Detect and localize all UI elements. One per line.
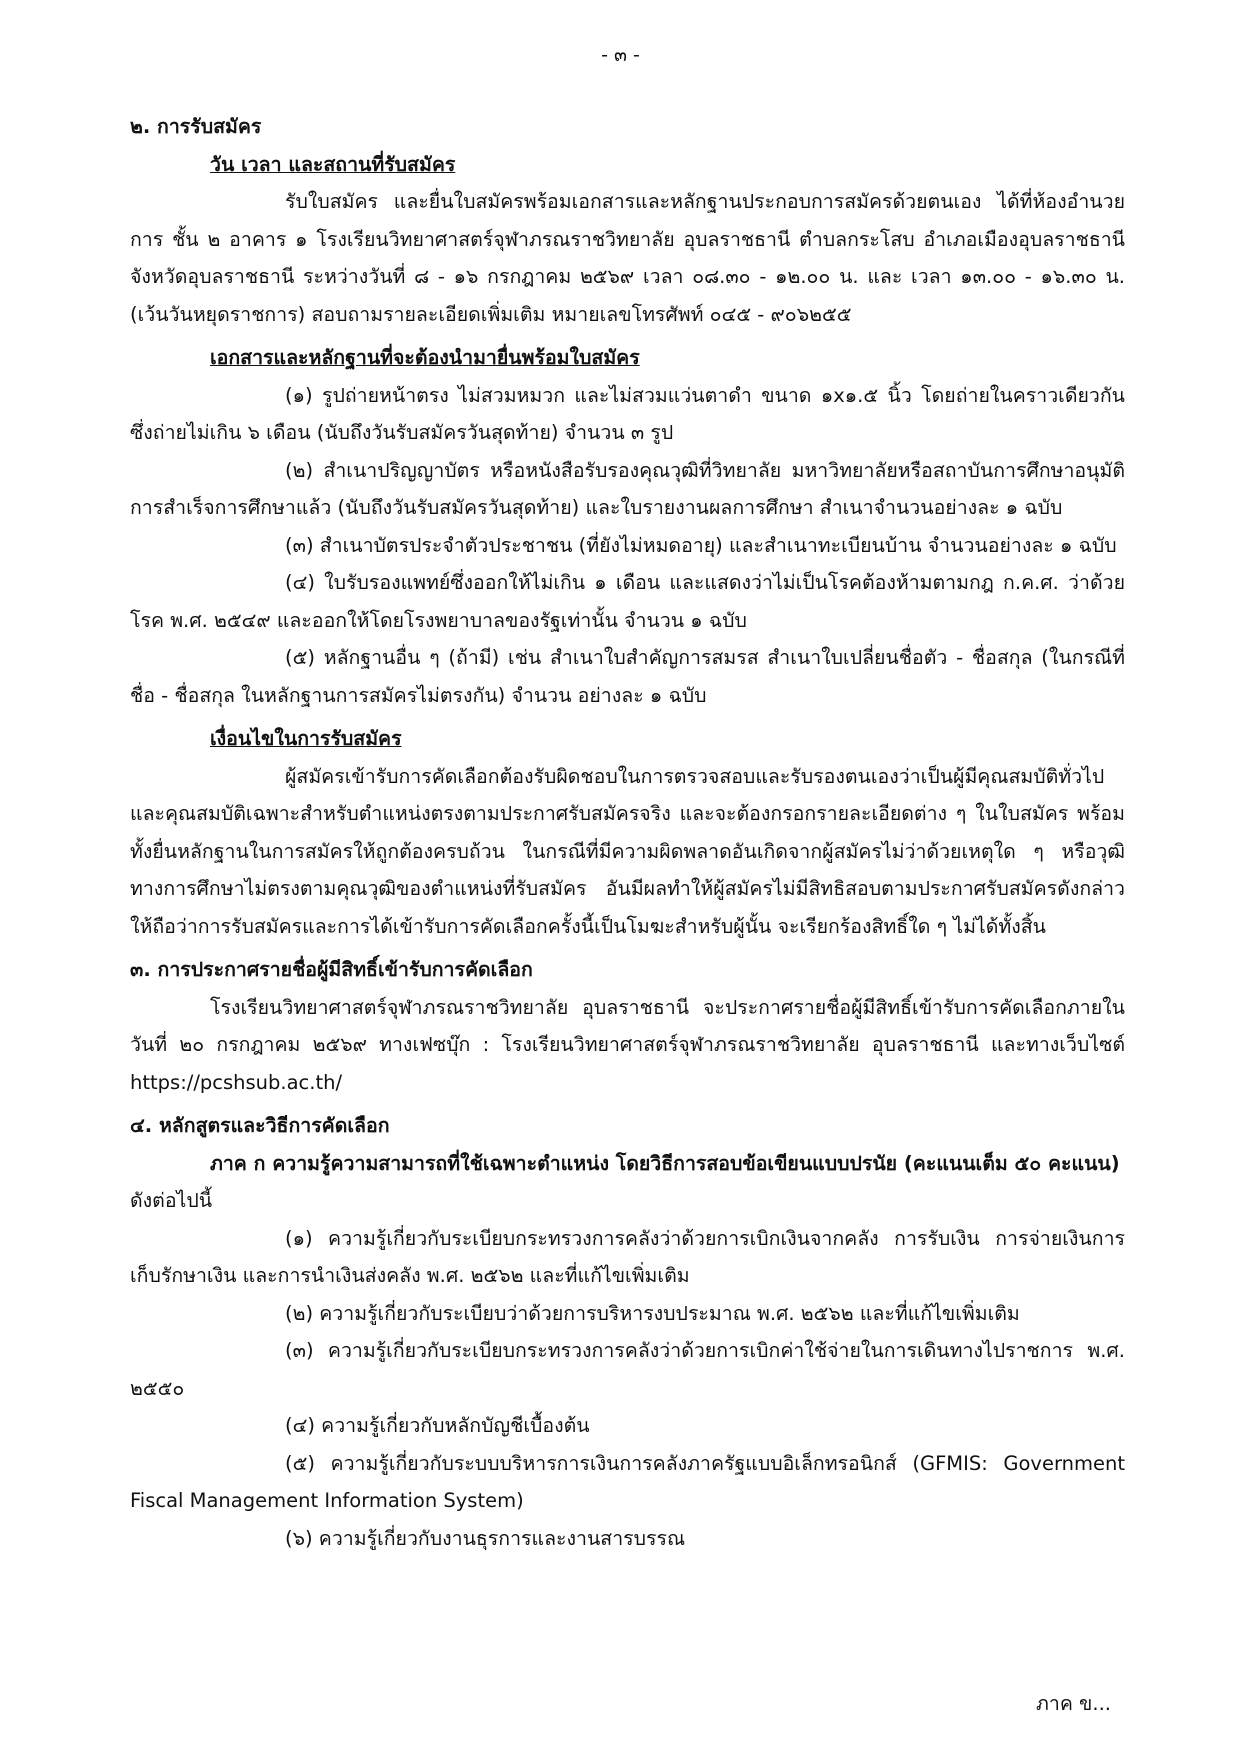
section-4-heading: ๔. หลักสูตรและวิธีการคัดเลือก [130, 1114, 390, 1137]
next-page-indicator: ภาค ข... [1036, 1692, 1111, 1715]
part-a-item: (๓) ความรู้เกี่ยวกับระเบียบกระทรวงการคลังว่าด้วยการเบิกค่าใช้จ่ายในการเดินทางไปราชการ พ.ศ. ๒๕๕๐ [130, 1339, 1125, 1400]
document-item: (๑) รูปถ่ายหน้าตรง ไม่สวมหมวก และไม่สวมแว่นตาดำ ขนาด ๑x๑.๕ นิ้ว โดยถ่ายในคราวเดียวกัน ซึ่งถ่ายไม่เกิน ๖ เดือน (นับถึงวันรับสมัครวันสุดท้าย) จำนวน ๓ รูป [130, 383, 1125, 444]
part-a-item: (๔) ความรู้เกี่ยวกับหลักบัญชีเบื้องต้น [285, 1414, 590, 1437]
conditions-paragraph: ผู้สมัครเข้ารับการคัดเลือกต้องรับผิดชอบในการตรวจสอบและรับรองตนเองว่าเป็นผู้มีคุณสมบัติทั่วไป และคุณสมบัติเฉพาะสำหรับตำแหน่งตรงตามประกาศรับสมัครจริง และจะต้องกรอกรายละเอียดต่าง ๆ ในใบสมัคร พร้อมทั้งยื่นหลักฐานในการสมัครให้ถูกต้องครบถ้วน ในกรณีที่มีความผิดพลาดอันเกิดจากผู้สมัครไม่ว่าด้วยเหตุใด ๆ หรือวุฒิทางการศึกษาไม่ตรงตามคุณวุฒิของตำแหน่งที่รับสมัคร อันมีผลทำให้ผู้สมัครไม่มีสิทธิสอบตามประกาศรับสมัครดังกล่าว ให้ถือว่าการรับสมัครและการได้เข้ารับการคัดเลือกครั้งนี้เป็นโมฆะสำหรับผู้นั้น จะเรียกร้องสิทธิ์ใด ๆ ไม่ได้ทั้งสิ้น [130, 764, 1125, 938]
conditions-heading: เงื่อนไขในการรับสมัคร [210, 727, 402, 750]
document-body [130, 108, 1125, 1557]
document-item: (๒) สำเนาปริญญาบัตร หรือหนังสือรับรองคุณวุฒิที่วิทยาลัย มหาวิทยาลัยหรือสถาบันการศึกษาอนุมัติการสำเร็จการศึกษาแล้ว (นับถึงวันรับสมัครวันสุดท้าย) และใบรายงานผลการศึกษา สำเนาจำนวนอย่างละ ๑ ฉบับ [130, 458, 1125, 519]
part-a-item: (๕) ความรู้เกี่ยวกับระบบบริหารการเงินการคลังภาครัฐแบบอิเล็กทรอนิกส์ (GFMIS: Government Fiscal Management Information System) [130, 1451, 1125, 1512]
section-3-paragraph: โรงเรียนวิทยาศาสตร์จุฬาภรณราชวิทยาลัย อุบลราชธานี จะประกาศรายชื่อผู้มีสิทธิ์เข้ารับการคัดเลือกภายในวันที่ ๒๐ กรกฎาคม ๒๕๖๙ ทางเฟซบุ๊ก : โรงเรียนวิทยาศาสตร์จุฬาภรณราชวิทยาลัย อุบลราชธานี และทางเว็บไซต์ https://pcshsub.ac.th/ [130, 995, 1125, 1094]
section-3-heading: ๓. การประกาศรายชื่อผู้มีสิทธิ์เข้ารับการคัดเลือก [130, 958, 533, 981]
part-a-item: (๑) ความรู้เกี่ยวกับระเบียบกระทรวงการคลังว่าด้วยการเบิกเงินจากคลัง การรับเงิน การจ่ายเงินการเก็บรักษาเงิน และการนำเงินส่งคลัง พ.ศ. ๒๕๖๒ และที่แก้ไขเพิ่มเติม [130, 1226, 1125, 1287]
part-a-item: (๖) ความรู้เกี่ยวกับงานธุรการและงานสารบรรณ [285, 1526, 686, 1550]
page-number: - ๓ - [601, 44, 640, 66]
part-a-heading: ภาค ก ความรู้ความสามารถที่ใช้เฉพาะตำแหน่ง โดยวิธีการสอบข้อเขียนแบบปรนัย (คะแนนเต็ม ๕๐ คะแนน) [210, 1151, 1120, 1175]
date-place-heading: วัน เวลา และสถานที่รับสมัคร [210, 152, 456, 176]
date-place-paragraph: รับใบสมัคร และยื่นใบสมัครพร้อมเอกสารและหลักฐานประกอบการสมัครด้วยตนเอง ได้ที่ห้องอำนวยการ ชั้น ๒ อาคาร ๑ โรงเรียนวิทยาศาสตร์จุฬาภรณราชวิทยาลัย อุบลราชธานี ตำบลกระโสบ อำเภอเมืองอุบลราชธานี จังหวัดอุบลราชธานี ระหว่างวันที่ ๘ - ๑๖ กรกฎาคม ๒๕๖๙ เวลา ๐๘.๓๐ - ๑๒.๐๐ น. และ เวลา ๑๓.๐๐ - ๑๖.๓๐ น. (เว้นวันหยุดราชการ) สอบถามรายละเอียดเพิ่มเติม หมายเลขโทรศัพท์ ๐๔๕ - ๙๐๖๒๕๕ [130, 190, 1125, 326]
document-item: (๔) ใบรับรองแพทย์ซึ่งออกให้ไม่เกิน ๑ เดือน และแสดงว่าไม่เป็นโรคต้องห้ามตามกฎ ก.ค.ศ. ว่าด้วยโรค พ.ศ. ๒๕๔๙ และออกให้โดยโรงพยาบาลของรัฐเท่านั้น จำนวน ๑ ฉบับ [130, 571, 1125, 632]
section-2-heading: ๒. การรับสมัคร [130, 115, 262, 138]
document-item: (๕) หลักฐานอื่น ๆ (ถ้ามี) เช่น สำเนาใบสำคัญการสมรส สำเนาใบเปลี่ยนชื่อตัว - ชื่อสกุล (ในกรณีที่ชื่อ - ชื่อสกุล ในหลักฐานการสมัครไม่ตรงกัน) จำนวน อย่างละ ๑ ฉบับ [130, 646, 1125, 707]
part-a-item: (๒) ความรู้เกี่ยวกับระเบียบว่าด้วยการบริหารงบประมาณ พ.ศ. ๒๕๖๒ และที่แก้ไขเพิ่มเติม [285, 1301, 1020, 1325]
document-item: (๓) สำเนาบัตรประจำตัวประชาชน (ที่ยังไม่หมดอายุ) และสำเนาทะเบียนบ้าน จำนวนอย่างละ ๑ ฉบับ [285, 533, 1117, 557]
documents-heading: เอกสารและหลักฐานที่จะต้องนำมายื่นพร้อมใบสมัคร [210, 346, 640, 369]
part-a-tail: ดังต่อไปนี้ [130, 1189, 213, 1212]
